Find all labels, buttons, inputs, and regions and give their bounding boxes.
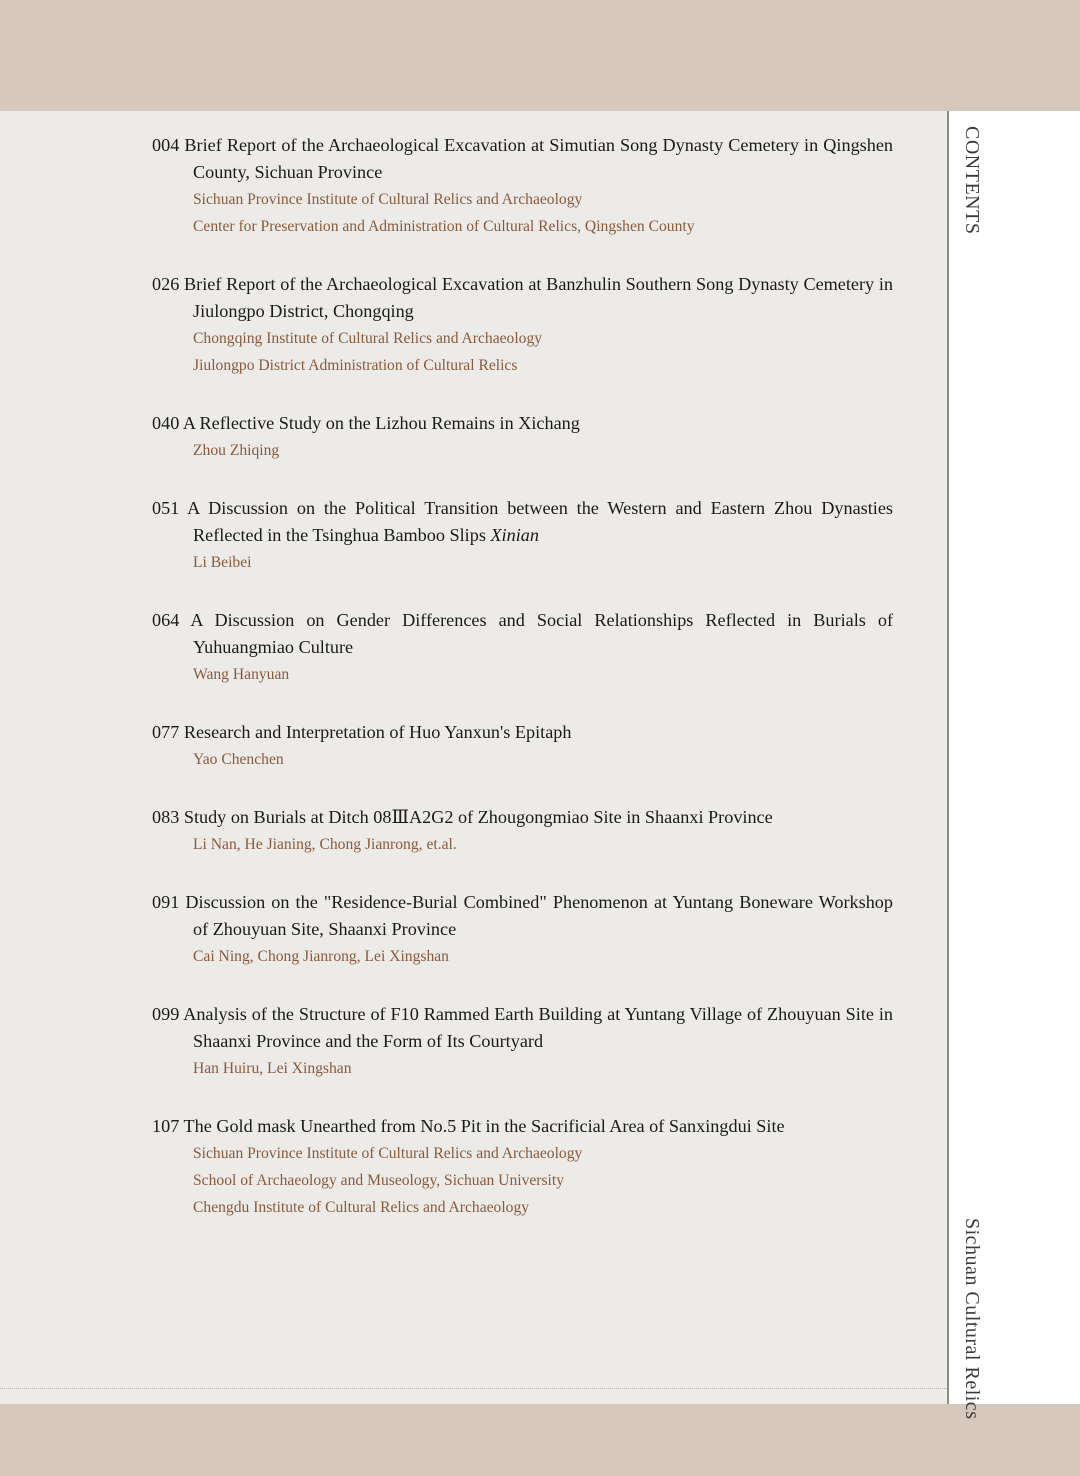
article-title: Brief Report of the Archaeological Excavation at Simutian Song Dynasty Cemetery in Qingshen County, Sichuan Province: [184, 135, 893, 182]
footer-band: [0, 1404, 1080, 1476]
journal-name: Sichuan Cultural Relics: [961, 1218, 983, 1420]
author-line: Zhou Zhiqing: [193, 442, 280, 459]
author-line: Li Nan, He Jianing, Chong Jianrong, et.al.: [193, 836, 457, 853]
author-line: Yao Chenchen: [193, 751, 284, 768]
author-line: Jiulongpo District Administration of Cultural Relics: [193, 357, 518, 374]
toc-entry[interactable]: [152, 719, 893, 773]
page-number: 107: [152, 1116, 180, 1136]
toc-entry[interactable]: [152, 889, 893, 970]
toc-entry-title[interactable]: [152, 410, 893, 437]
toc-entry[interactable]: [152, 607, 893, 688]
author-line: School of Archaeology and Museology, Sichuan University: [193, 1172, 565, 1189]
author-line: Center for Preservation and Administration of Cultural Relics, Qingshen County: [193, 218, 695, 235]
author-line: Chongqing Institute of Cultural Relics and Archaeology: [193, 330, 543, 347]
toc-entry[interactable]: [152, 271, 893, 379]
page-number: 099: [152, 1004, 180, 1024]
author-line: Cai Ning, Chong Jianrong, Lei Xingshan: [193, 948, 449, 965]
toc-entry-title[interactable]: [152, 607, 893, 661]
article-title: Study on Burials at Ditch 08ⅢA2G2 of Zhougongmiao Site in Shaanxi Province: [183, 807, 773, 827]
page-number: 004: [152, 135, 180, 155]
toc-entry-title[interactable]: [152, 495, 893, 549]
article-title: Discussion on the "Residence-Burial Combined" Phenomenon at Yuntang Boneware Workshop of Zhouyuan Site, Shaanxi Province: [185, 892, 893, 939]
toc-entry-title[interactable]: [152, 804, 893, 831]
toc-entry-title[interactable]: [152, 719, 893, 746]
toc-entry[interactable]: [152, 804, 893, 858]
side-panel: [949, 111, 1080, 1404]
page-number: 077: [152, 722, 180, 742]
page-number: 051: [152, 498, 180, 518]
author-line: Li Beibei: [193, 554, 252, 571]
toc-entry[interactable]: [152, 1113, 893, 1221]
article-title: Research and Interpretation of Huo Yanxun's Epitaph: [183, 722, 572, 742]
toc-entry-title[interactable]: [152, 132, 893, 186]
table-of-contents: [152, 132, 893, 1221]
article-title: The Gold mask Unearthed from No.5 Pit in the Sacrificial Area of Sanxingdui Site: [183, 1116, 785, 1136]
author-line: Sichuan Province Institute of Cultural Relics and Archaeology: [193, 191, 583, 208]
page-number: 040: [152, 413, 180, 433]
toc-entry[interactable]: [152, 410, 893, 464]
header-band: [0, 0, 1080, 111]
toc-entry-title[interactable]: [152, 271, 893, 325]
toc-entry[interactable]: [152, 132, 893, 240]
author-line: Han Huiru, Lei Xingshan: [193, 1060, 352, 1077]
article-title: Analysis of the Structure of F10 Rammed Earth Building at Yuntang Village of Zhouyuan Site in Shaanxi Province and the Form of Its Courtyard: [183, 1004, 894, 1051]
article-title: A Reflective Study on the Lizhou Remains in Xichang: [182, 413, 580, 433]
page-number: 083: [152, 807, 180, 827]
author-line: Wang Hanyuan: [193, 666, 290, 683]
article-title-italic: Xinian: [490, 525, 539, 545]
contents-label: CONTENTS: [961, 126, 983, 235]
page-number: 091: [152, 892, 180, 912]
article-title: A Discussion on the Political Transition between the Western and Eastern Zhou Dynasties Reflected in the Tsinghua Bamboo Slips: [187, 498, 893, 545]
vertical-divider: [947, 111, 949, 1476]
toc-entry[interactable]: [152, 1001, 893, 1082]
toc-entry[interactable]: [152, 495, 893, 576]
page-number: 064: [152, 610, 180, 630]
toc-entry-title[interactable]: [152, 1113, 893, 1140]
dotted-footer-rule: [0, 1388, 947, 1389]
author-line: Chengdu Institute of Cultural Relics and Archaeology: [193, 1199, 530, 1216]
toc-entry-title[interactable]: [152, 889, 893, 943]
article-title: Brief Report of the Archaeological Excavation at Banzhulin Southern Song Dynasty Cemetery in Jiulongpo District, Chongqing: [184, 274, 893, 321]
page-number: 026: [152, 274, 180, 294]
toc-entry-title[interactable]: [152, 1001, 893, 1055]
article-title: A Discussion on Gender Differences and Social Relationships Reflected in Burials of Yuhuangmiao Culture: [190, 610, 893, 657]
author-line: Sichuan Province Institute of Cultural Relics and Archaeology: [193, 1145, 583, 1162]
